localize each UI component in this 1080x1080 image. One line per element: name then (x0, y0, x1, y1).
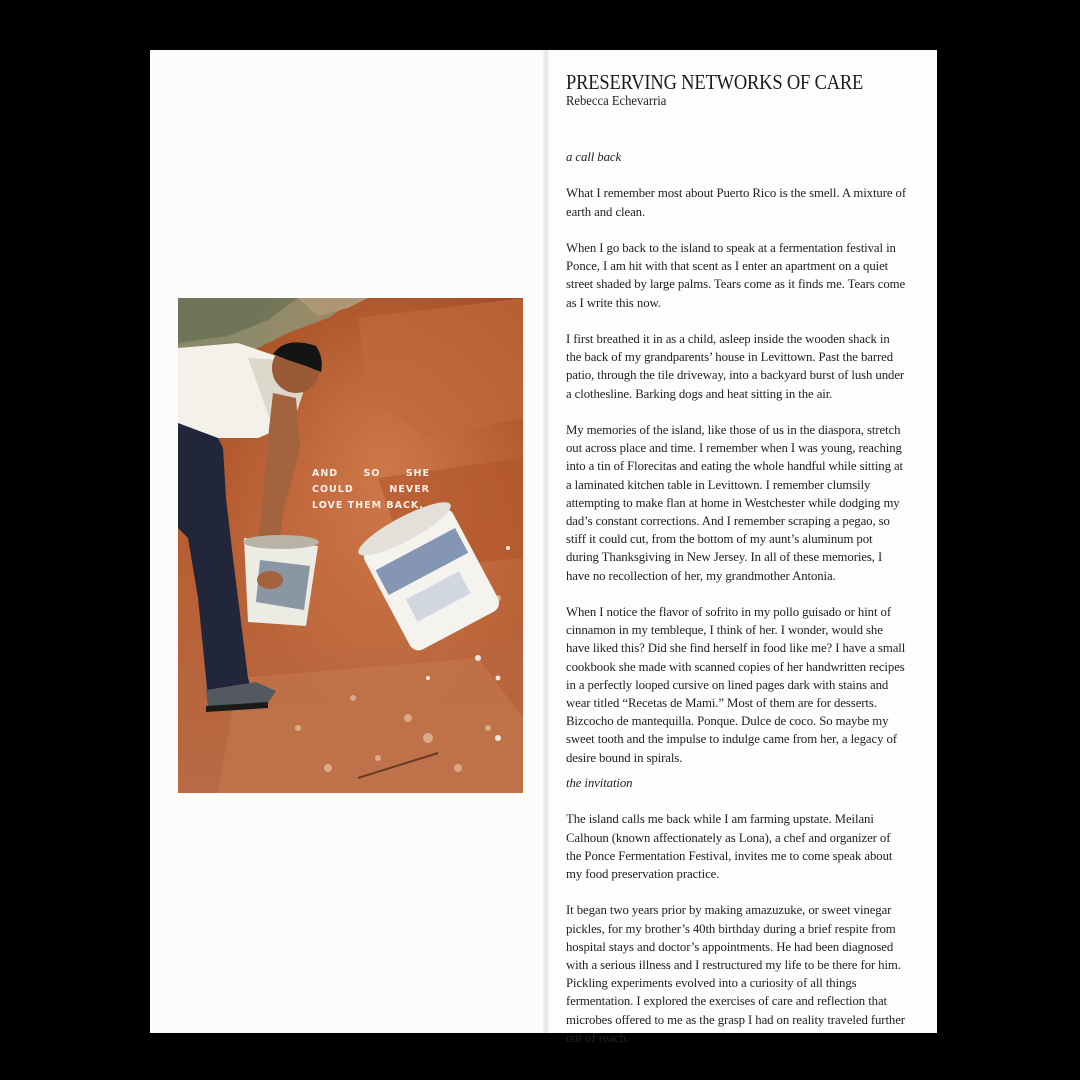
photo-illustration (178, 298, 523, 793)
section-invitation (566, 774, 908, 1065)
article-author: Rebecca Echevarria (566, 94, 667, 109)
section-heading: a call back (566, 150, 622, 164)
paragraph: When I go back to the island to speak at a fermentation festival in Ponce, I am hit with that scent as I enter an apartment on a quiet street shaded by large palms. Tears come as it finds me. Tears come as I write this now. (566, 240, 906, 310)
paragraph: What I remember most about Puerto Rico is the smell. A mixture of earth and clean. (566, 186, 907, 219)
right-page (549, 50, 937, 1045)
article-title: PRESERVING NETWORKS OF CARE (566, 70, 864, 94)
photo-caption-overlay: AND SO SHE COULD NEVER LOVE THEM BACK. (312, 468, 430, 511)
magazine-spread (150, 50, 937, 1045)
paragraph: I first breathed it in as a child, asleep inside the wooden shack in the back of my grandparents’ house in Levittown. Past the barred patio, through the tile driveway, into a backyard burst of lush under a clothesline. Barking dogs and heat sitting in the air. (566, 331, 905, 401)
paragraph: My memories of the island, like those of us in the diaspora, stretch out across place and time. I remember when I was young, reaching into a tin of Florecitas and eating the whole handful while sitting at a laminated kitchen table in Levittown. I remember clumsily attempting to make flan at home in Westchester while dodging my dad’s constant corrections. And I remember scraping a pegao, so stiff it could cut, from the bottom of my aunt’s aluminum pot during Thanksgiving in New Jersey. In all of these memories, I have no recollection of her, my grandmother Antonia. (566, 422, 904, 583)
section-heading: the invitation (566, 776, 633, 790)
paragraph: The island calls me back while I am farming upstate. Meilani Calhoun (known affectionately as Lona), a chef and organizer of the Ponce Fermentation Festival, invites me to come speak about my food preservation practice. (566, 812, 893, 881)
section-call-back (566, 148, 908, 785)
paragraph: It began two years prior by making amazuzuke, or sweet vinegar pickles, for my brother’s 40th birthday during a brief respite from hospital stays and doctor’s appointments. He had been diagnosed with a serious illness and I restructured my life to be there for him. Pickling experiments evolved into a curiosity of all things fermentation. I explored the exercises of care and reflection that microbes offered to me as the grasp I had on reality traveled further out of reach. (566, 903, 905, 1045)
left-page (150, 50, 545, 1033)
photo-man-digging-soil (178, 298, 523, 793)
paragraph: When I notice the flavor of sofrito in my pollo guisado or hint of cinnamon in my tembleque, I think of her. I wonder, would she have liked this? Did she find herself in food like me? I have a small cookbook she made with scanned copies of her handwritten recipes in a perfectly looped cursive on lined pages dark with stains and wear titled “Recetas de Mami.” Most of them are for desserts. Bizcocho de mantequilla. Ponque. Dulce de coco. So maybe my sweet tooth and the impulse to indulge came from her, a legacy of desire bound in spirals. (566, 605, 906, 765)
